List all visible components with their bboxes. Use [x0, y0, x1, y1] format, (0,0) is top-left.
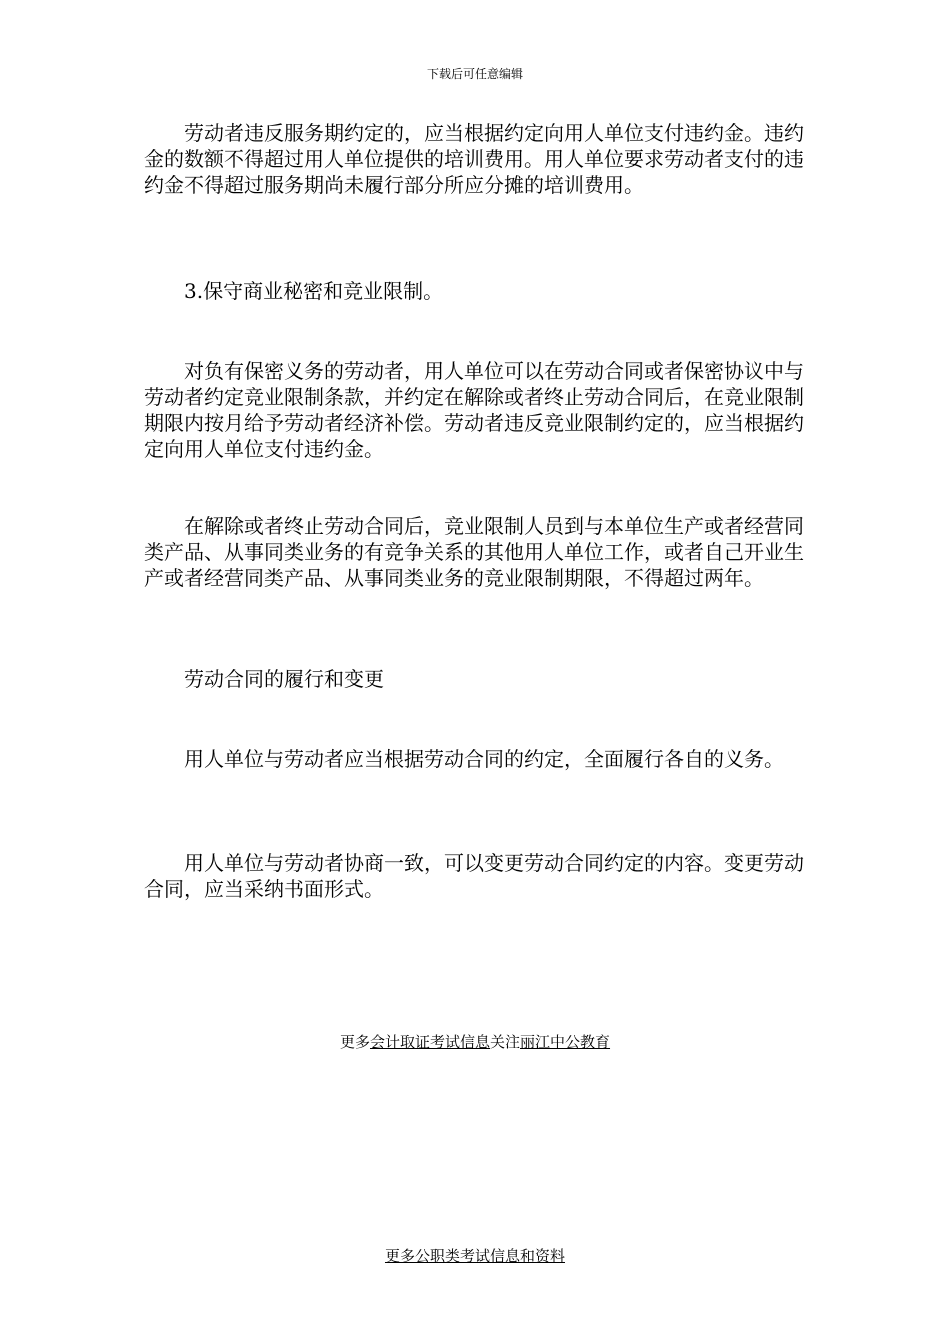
- footer-prefix: 更多: [339, 1033, 370, 1051]
- footer-link-lijiang[interactable]: 丽江中公教育: [520, 1033, 611, 1051]
- footer-link-civil-service[interactable]: 更多公职类考试信息和资料: [384, 1247, 565, 1265]
- paragraph-noncompete-clause: 对负有保密义务的劳动者，用人单位可以在劳动合同或者保密协议中与劳动者约定竞业限制条款，并约定在解除或者终止劳动合同后，在竞业限制期限内按月给予劳动者经济补偿。劳动者违反竞业限制约定的，应当根据约定向用人单位支付违约金。: [144, 359, 804, 461]
- footer-link-accounting[interactable]: 会计取证考试信息: [369, 1033, 490, 1051]
- paragraph-penalty: 劳动者违反服务期约定的，应当根据约定向用人单位支付违约金。违约金的数额不得超过用人单位提供的培训费用。用人单位要求劳动者支付的违约金不得超过服务期尚未履行部分所应分摊的培训费用。: [144, 121, 804, 197]
- section-heading-trade-secrets: 3.保守商业秘密和竞业限制。: [184, 279, 444, 303]
- footer-middle: 关注: [490, 1033, 521, 1051]
- footer-promo: [0, 1032, 950, 1052]
- paragraph-noncompete-term: 在解除或者终止劳动合同后，竞业限制人员到与本单位生产或者经营同类产品、从事同类业务的有竞争关系的其他用人单位工作，或者自己开业生产或者经营同类产品、从事同类业务的竞业限制期限，不得超过两年。: [144, 514, 804, 590]
- section-heading-performance: 劳动合同的履行和变更: [184, 667, 384, 691]
- footer-bottom: [0, 1246, 950, 1266]
- paragraph-modification: 用人单位与劳动者协商一致，可以变更劳动合同约定的内容。变更劳动合同，应当采纳书面形式。: [144, 851, 804, 901]
- paragraph-performance: 用人单位与劳动者应当根据劳动合同的约定，全面履行各自的义务。: [184, 747, 784, 771]
- page-header: 下载后可任意编辑: [426, 67, 523, 81]
